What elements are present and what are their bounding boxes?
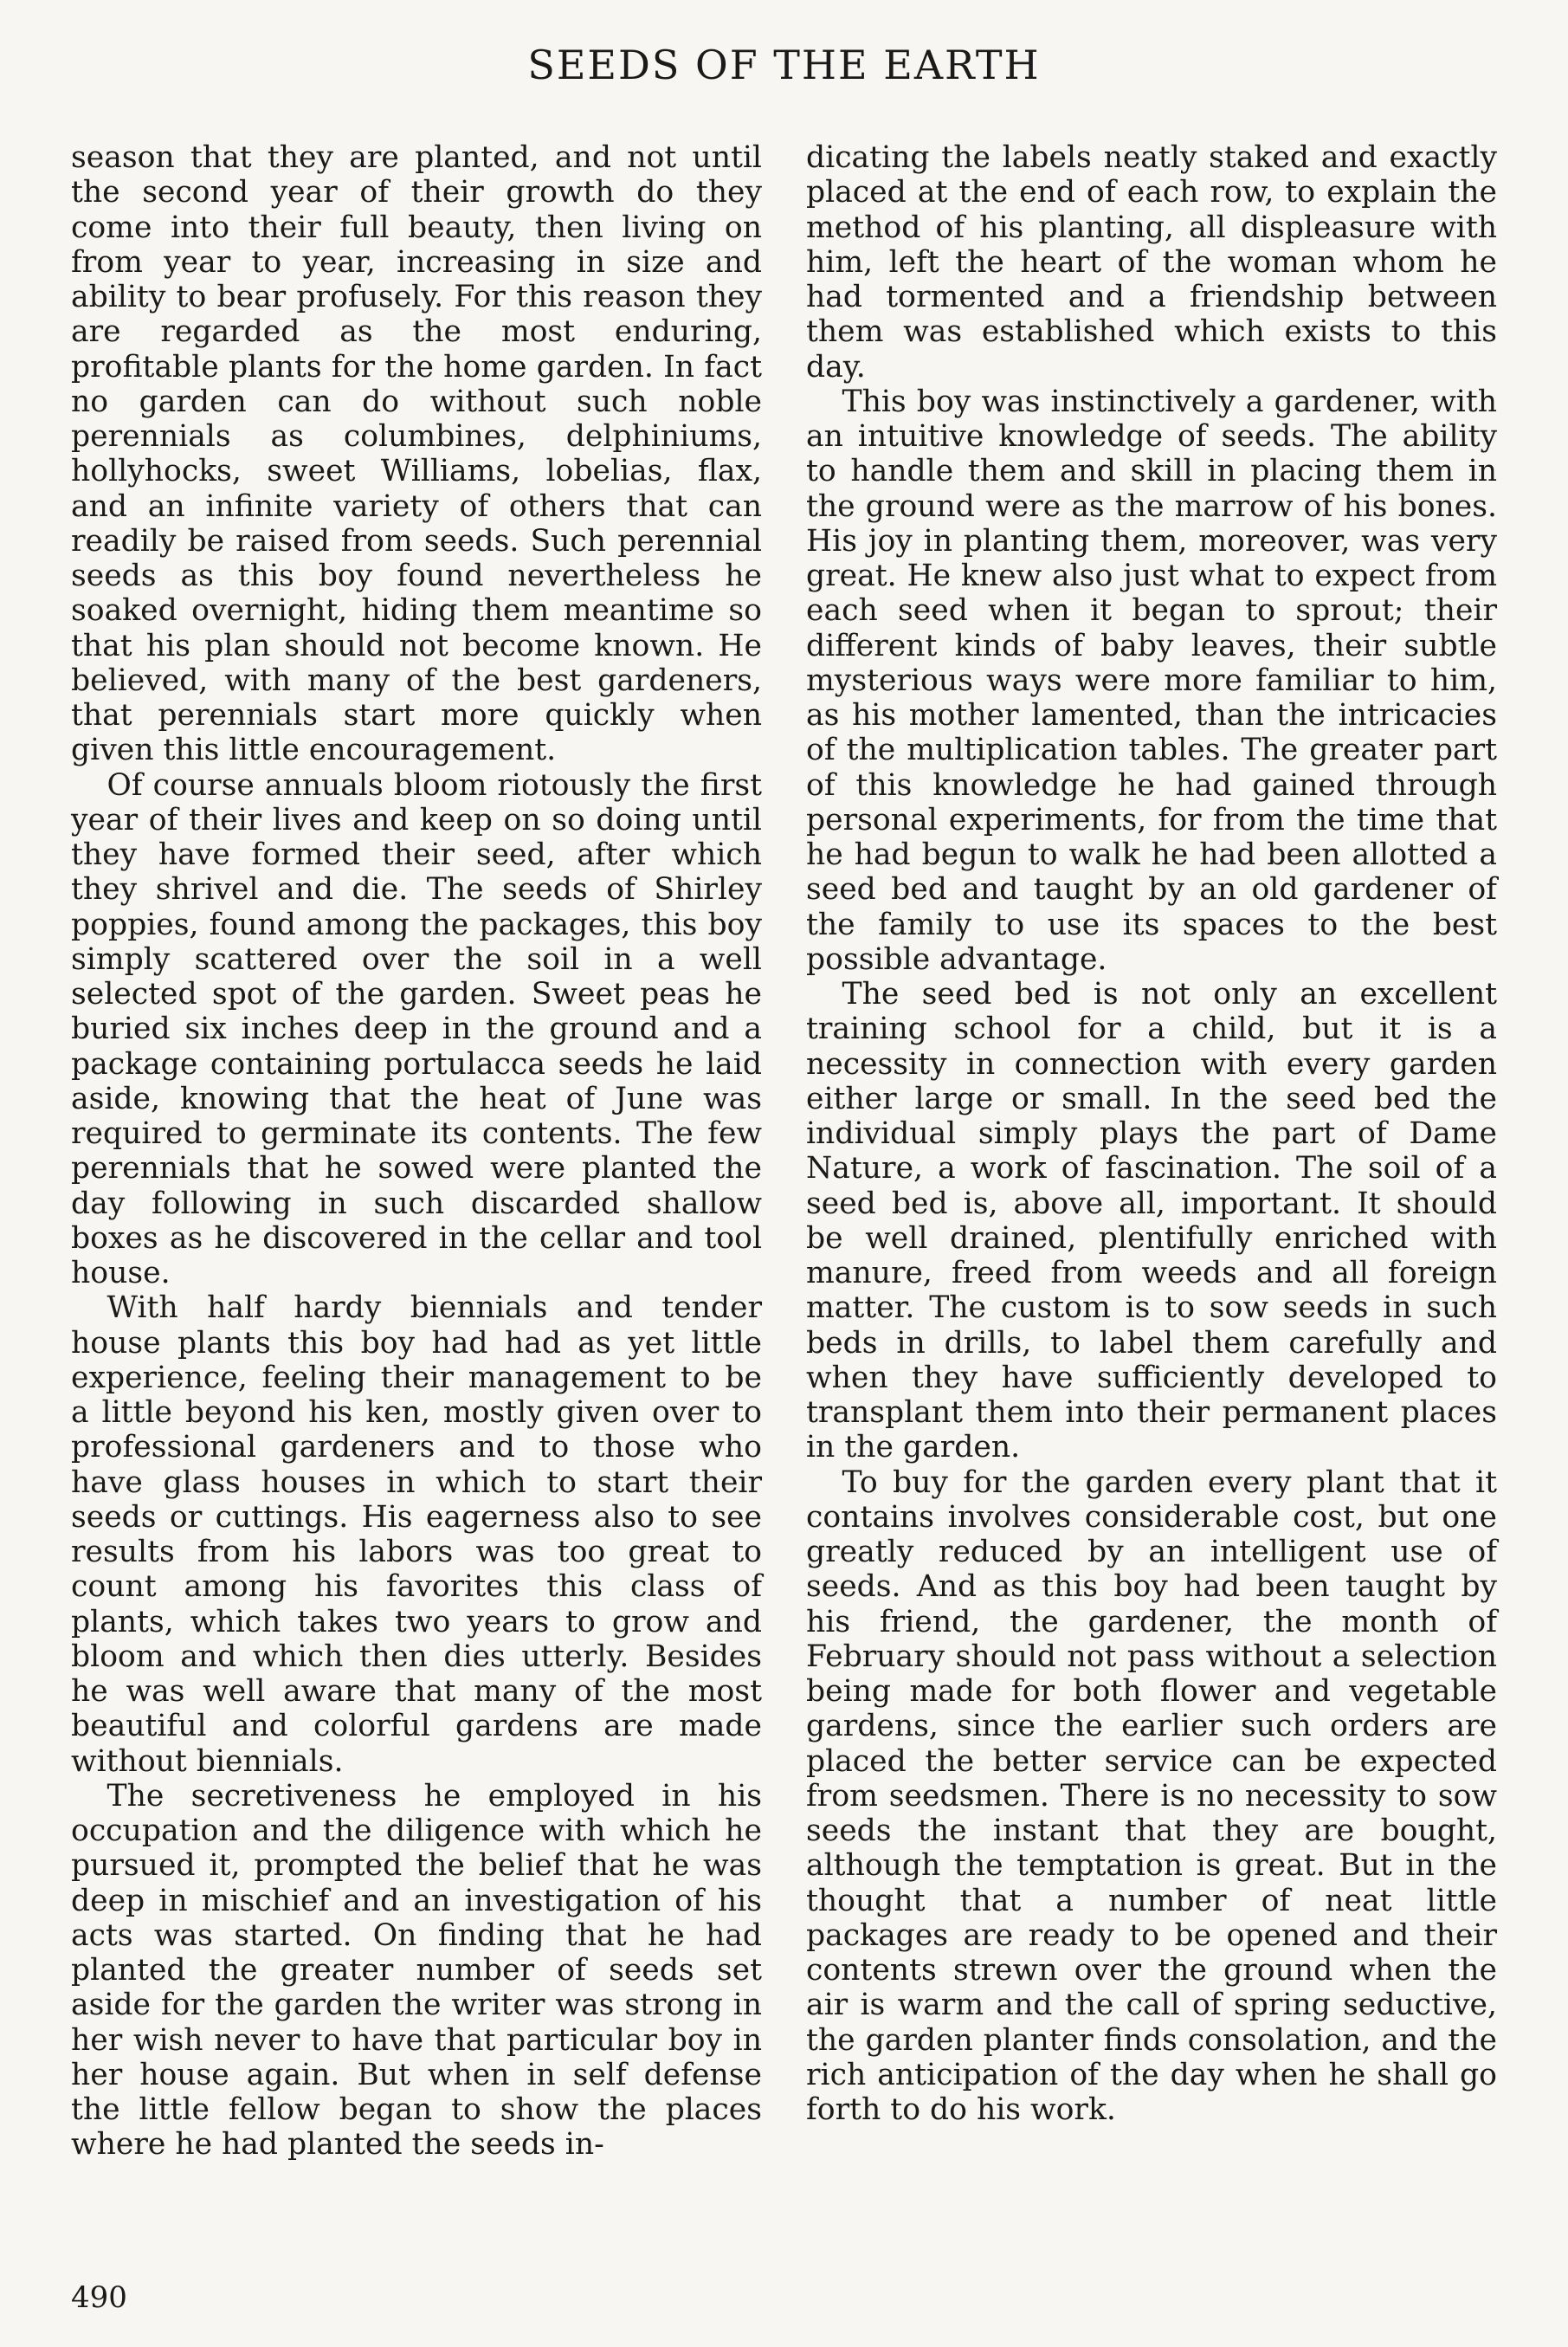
- paragraph: The seed bed is not only an excellent training school for a child, but it is a necessity in connection with every garden either large or small. In the seed bed the individual simply plays the part of Dame Nature, a work of fascination. The soil of a seed bed is, above all, important. It should be well drained, plentifully enriched with manure, freed from weeds and all foreign matter. The custom is to sow seeds in such beds in drills, to label them carefully and when they have sufficiently developed to transplant them into their permanent places in the garden.: [806, 977, 1497, 1465]
- right-column: [806, 140, 1497, 2127]
- paragraph: To buy for the garden every plant that it contains involves considerable cost, but one greatly reduced by an intelligent use of seeds. And as this boy had been taught by his friend, the gardener, the month of February should not pass without a selection being made for both flower and vegetable gardens, since the earlier such orders are placed the better service can be expected from seedsmen. There is no necessity to sow seeds the instant that they are bought, although the temptation is great. But in the thought that a number of neat little packages are ready to be opened and their contents strewn over the ground when the air is warm and the call of spring seductive, the garden planter finds consolation, and the rich anticipation of the day when he shall go forth to do his work.: [806, 1464, 1497, 2127]
- left-column: [71, 140, 762, 2163]
- paragraph: Of course annuals bloom riotously the first year of their lives and keep on so doing until they have formed their seed, after which they shrivel and die. The seeds of Shirley poppies, found among the packages, this boy simply scattered over the soil in a well selected spot of the garden. Sweet peas he buried six inches deep in the ground and a package containing portulacca seeds he laid aside, knowing that the heat of June was required to germinate its contents. The few perennials that he sowed were planted the day following in such discarded shallow boxes as he discovered in the cellar and tool house.: [71, 767, 762, 1290]
- paragraph: season that they are planted, and not until the second year of their growth do they come into their full beauty, then living on from year to year, increasing in size and ability to bear profusely. For this reason they are regarded as the most enduring, profitable plants for the home garden. In fact no garden can do without such noble perennials as columbines, delphiniums, hollyhocks, sweet Williams, lobelias, flax, and an infinite variety of others that can readily be raised from seeds. Such perennial seeds as this boy found nevertheless he soaked overnight, hiding them meantime so that his plan should not become known. He believed, with many of the best gardeners, that perennials start more quickly when given this little encouragement.: [71, 140, 762, 768]
- running-head: SEEDS OF THE EARTH: [527, 42, 1041, 88]
- paragraph: This boy was instinctively a gardener, with an intuitive knowledge of seeds. The ability to handle them and skill in placing them in the ground were as the marrow of his bones. His joy in planting them, moreover, was very great. He knew also just what to expect from each seed when it began to sprout; their different kinds of baby leaves, their subtle mysterious ways were more familiar to him, as his mother lamented, than the intricacies of the multiplication tables. The greater part of this knowledge he had gained through personal experiments, for from the time that he had begun to walk he had been allotted a seed bed and taught by an old gardener of the family to use its spaces to the best possible advantage.: [806, 384, 1497, 977]
- paragraph: dicating the labels neatly staked and exactly placed at the end of each row, to explain the method of his planting, all displeasure with him, left the heart of the woman whom he had tormented and a friendship between them was established which exists to this day.: [806, 140, 1497, 385]
- page-number: 490: [71, 2280, 127, 2315]
- paragraph: The secretiveness he employed in his occupation and the diligence with which he pursued it, prompted the belief that he was deep in mischief and an investigation of his acts was started. On finding that he had planted the greater number of seeds set aside for the garden the writer was strong in her wish never to have that particular boy in her house again. But when in self defense the little fellow began to show the places where he had planted the seeds in-: [71, 1778, 762, 2163]
- paragraph: With half hardy biennials and tender house plants this boy had had as yet little experience, feeling their management to be a little beyond his ken, mostly given over to professional gardeners and to those who have glass houses in which to start their seeds or cuttings. His eagerness also to see results from his labors was too great to count among his favorites this class of plants, which takes two years to grow and bloom and which then dies utterly. Besides he was well aware that many of the most beautiful and colorful gardens are made without biennials.: [71, 1290, 762, 1779]
